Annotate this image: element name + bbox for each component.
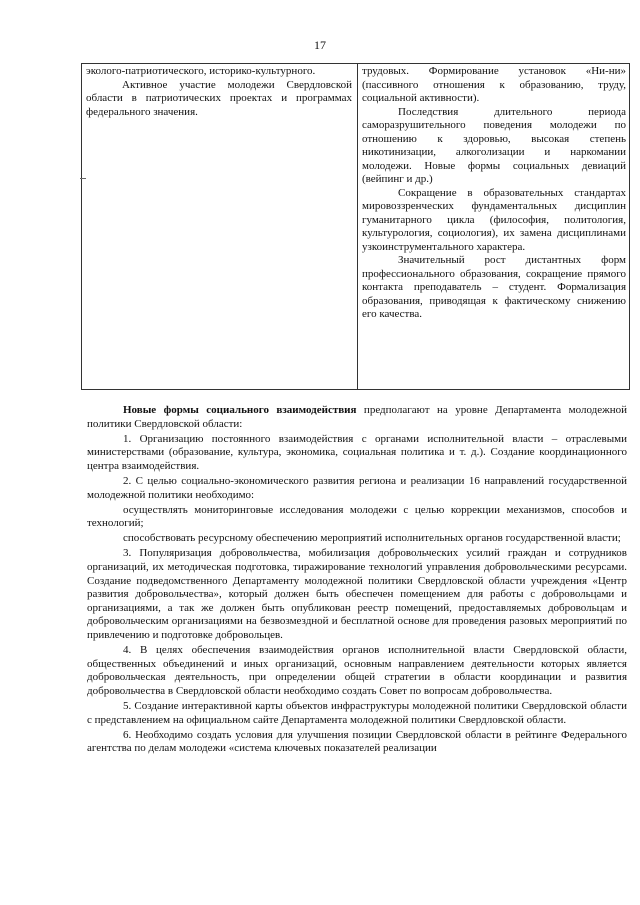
right-cell-paragraph: Значительный рост дистантных форм профессионального образования, сокращение прямого контакта преподаватель – студент. Формализация образования, приводящая к фактическому снижению его качества. — [362, 254, 626, 320]
table-column-divider — [357, 64, 358, 389]
intro-paragraph — [87, 404, 627, 431]
table-left-cell — [86, 65, 352, 119]
table-right-cell — [362, 65, 626, 322]
body-paragraph: 2. С целью социально-экономического развития региона и реализации 16 направлений государственной молодежной политики необходимо: — [87, 474, 627, 501]
left-cell-paragraph: эколого-патриотического, историко-культурного. — [86, 65, 316, 77]
right-cell-paragraph: Последствия длительного периода саморазрушительного поведения молодежи по отношению к здоровью, высокая степень никотинизации, алкоголизации и наркомании молодежи. Новые формы социальных девиаций (вейпинг и др.) — [362, 105, 626, 185]
body-paragraph: 1. Организацию постоянного взаимодействия с органами исполнительной власти – отраслевыми министерствами (образование, культура, экономика, социальная политика и т. д.). Создание координационного центра взаимодействия. — [87, 432, 627, 472]
body-paragraph: 3. Популяризация добровольчества, мобилизация добровольческих усилий граждан и сотрудников организаций, их методическая подготовка, тиражирование технологий управления добровольческими ресурсами. Создание подведомственного Департаменту молодежной политики Свердловской области учреждения «Центр развития добровольчества», который должен быть обеспечен помещением для работы с добровольцами и организациями, а так же должен быть опубликован реестр помещений, предоставляемых добровольцам и добровольческим организациями на безвозмездной и бесплатной основе для проведения разовых мероприятий по привлечению и подготовке добровольцев. — [87, 547, 627, 641]
body-paragraph: 5. Создание интерактивной карты объектов инфраструктуры молодежной политики Свердловской области с представлением на официальном сайте Департамента молодежной политики Свердловской области. — [87, 699, 627, 726]
body-paragraph: осуществлять мониторинговые исследования молодежи с целью коррекции механизмов, способов и технологий; — [87, 503, 627, 530]
right-cell-paragraph: трудовых. Формирование установок «Ни-ни» (пассивного отношения к образованию, труду, социальной активности). — [362, 65, 626, 104]
body-paragraph: способствовать ресурсному обеспечению мероприятий исполнительных органов государственной власти; — [123, 532, 621, 545]
margin-mark — [80, 178, 86, 179]
page-number: 17 — [314, 38, 326, 52]
left-cell-paragraph: Активное участие молодежи Свердловской области в патриотических проектах и программах федерального значения. — [86, 78, 352, 118]
body-paragraph: 4. В целях обеспечения взаимодействия органов исполнительной власти Свердловской области, общественных объединений и иных организаций, основным направлением деятельности которых является добровольческая деятельность, при определении общей стратегии в области координации и развития добровольчества в Свердловской области необходимо создать Совет по вопросам добровольчества. — [87, 644, 627, 697]
document-body — [87, 404, 627, 757]
intro-heading: Новые формы социального взаимодействия — [123, 404, 357, 416]
intro-text: предполагают на уровне Департамента молодежной политики Свердловской области: — [87, 404, 627, 430]
right-cell-paragraph: Сокращение в образовательных стандартах мировоззренческих фундаментальных дисциплин гуманитарного цикла (философия, политология, культурология, социология), их замена дисциплинами узкоинструментального характера. — [362, 186, 626, 253]
body-paragraph: 6. Необходимо создать условия для улучшения позиции Свердловской области в рейтинге Федерального агентства по делам молодежи «система ключевых показателей реализации — [87, 728, 627, 755]
problems-table — [81, 63, 630, 390]
